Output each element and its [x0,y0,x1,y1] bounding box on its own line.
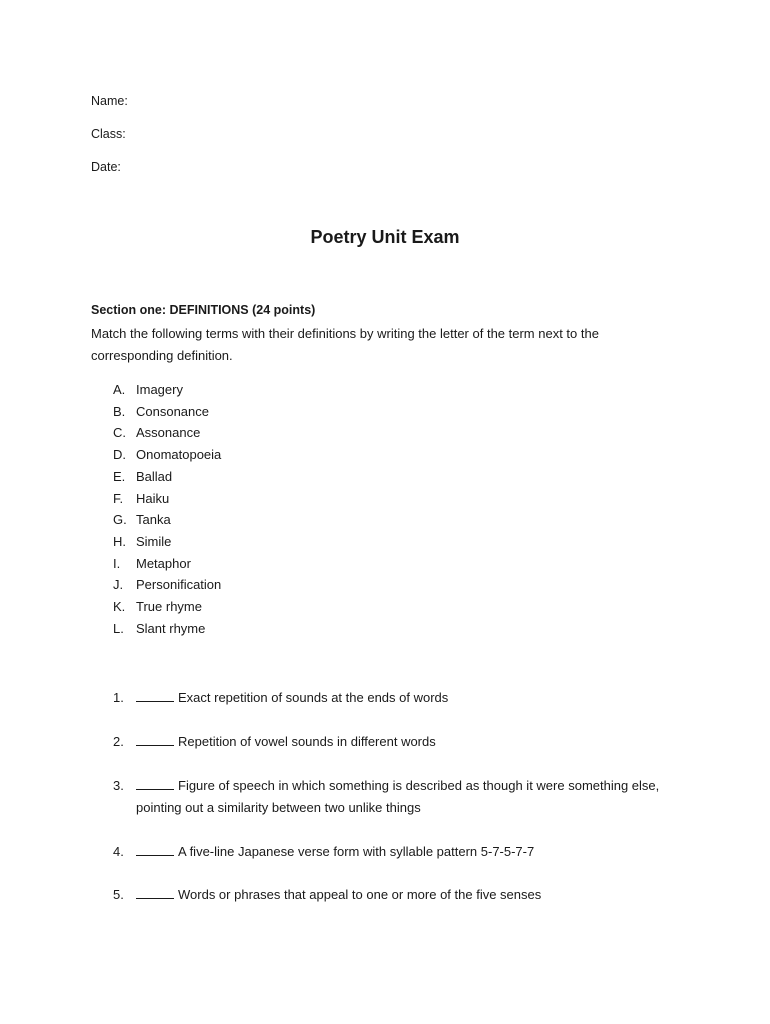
question-body [136,775,676,819]
term-letter: J. [113,577,124,593]
term-text: Simile [136,533,172,549]
question-text: Exact repetition of sounds at the ends of words [178,690,449,705]
term-text: Personification [136,577,222,593]
term-text: Metaphor [136,555,191,571]
answer-blank[interactable] [136,733,174,746]
term-text: Consonance [136,403,209,419]
question-text: A five-line Japanese verse form with syllable pattern 5-7-5-7-7 [178,844,535,859]
question-body [136,884,676,906]
term-letter: G. [113,512,127,528]
term-letter: F. [113,490,124,506]
term-letter: A. [113,382,126,397]
question-number: 2. [113,734,124,749]
term-letter: E. [113,468,126,484]
question-text: Words or phrases that appeal to one or more of the five senses [178,887,542,902]
question-number: 3. [113,778,124,793]
question-number: 1. [113,690,124,705]
exam-title: Poetry Unit Exam [310,227,460,247]
term-letter: B. [113,403,126,419]
term-text: Tanka [136,512,171,528]
question-text: Repetition of vowel sounds in different words [178,734,436,749]
term-text: Onomatopoeia [136,447,222,463]
question-body [136,731,676,753]
term-letter: D. [113,447,126,463]
question-number: 5. [113,887,124,902]
answer-blank[interactable] [136,777,174,790]
term-text: Ballad [136,468,173,484]
section-instructions: Match the following terms with their definitions by writing the letter of the term next to the corresponding definition. [91,326,599,363]
question-number: 4. [113,844,124,859]
name-label: Name: [91,94,128,108]
question-body [136,687,676,709]
term-letter: L. [113,620,124,636]
answer-blank[interactable] [136,689,174,702]
term-text: Haiku [136,490,170,506]
term-letter: I. [113,555,121,571]
class-label: Class: [91,127,126,141]
term-letter: C. [113,425,126,441]
question-body [136,841,676,863]
term-text: Slant rhyme [136,620,206,636]
term-text: Imagery [136,382,183,397]
section-heading: Section one: DEFINITIONS (24 points) [91,303,316,317]
question-text: Figure of speech in which something is described as though it were something else, pointing out a similarity between two unlike things [136,778,660,815]
term-letter: K. [113,599,126,614]
answer-blank[interactable] [136,843,174,856]
answer-blank[interactable] [136,886,174,899]
term-text: True rhyme [136,599,202,614]
date-label: Date: [91,160,121,174]
term-letter: H. [113,533,126,549]
term-text: Assonance [136,425,201,441]
